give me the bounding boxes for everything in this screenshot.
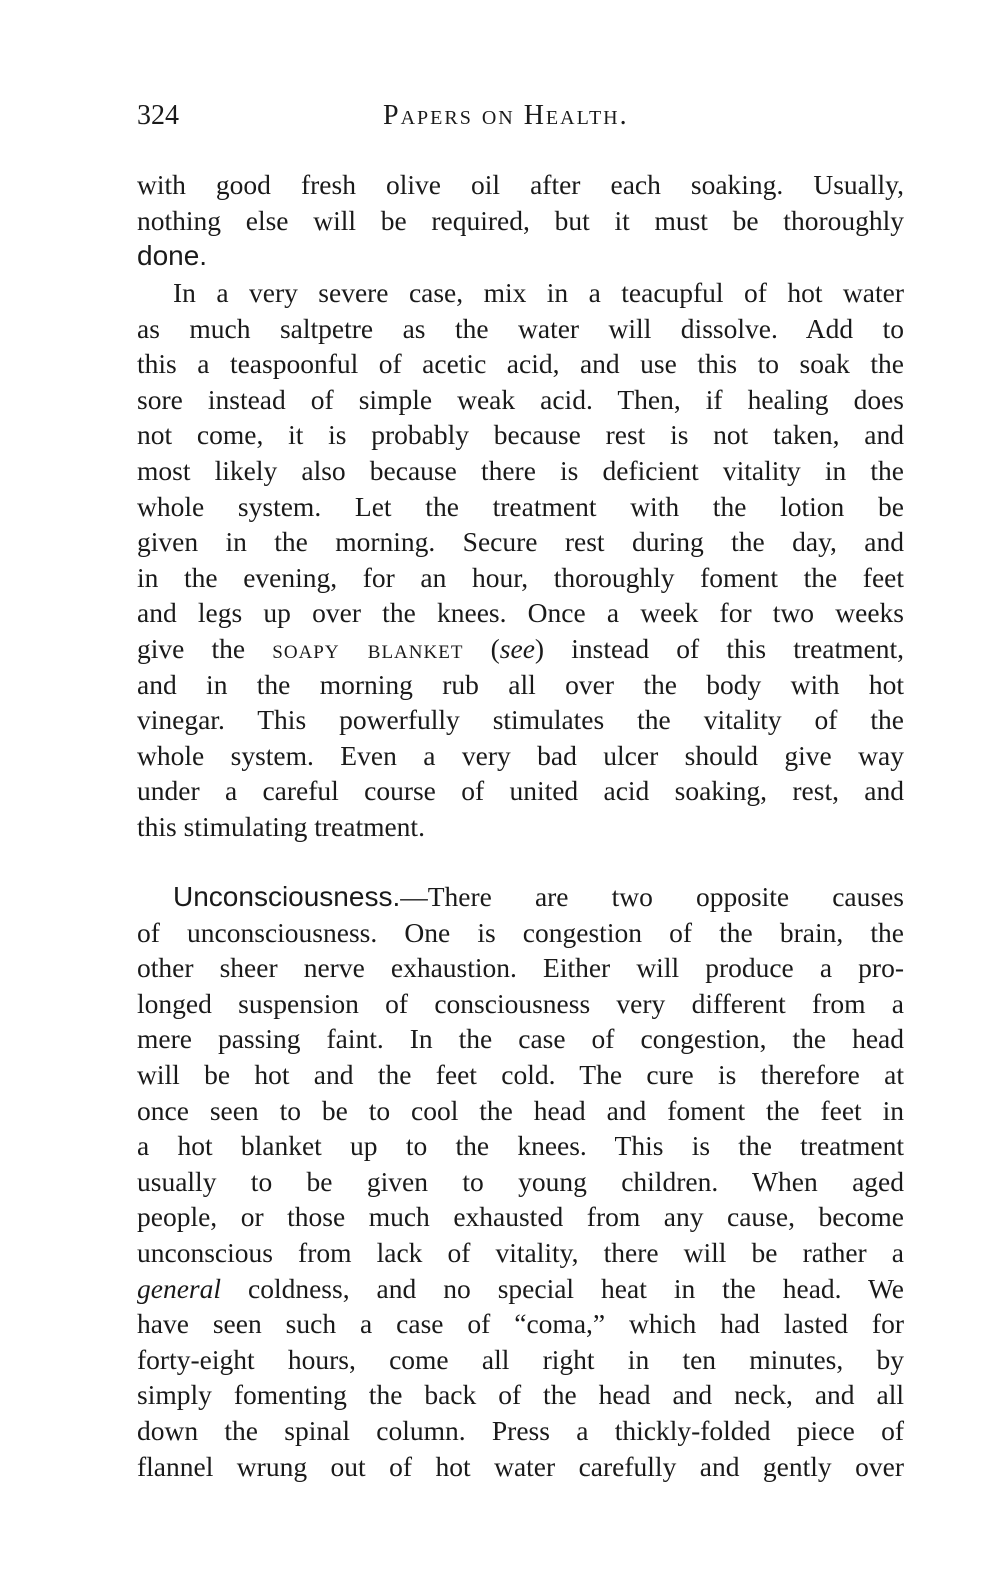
page-header xyxy=(137,100,904,140)
text-line xyxy=(137,1128,904,1164)
text-line xyxy=(137,950,904,986)
text-line xyxy=(137,1093,904,1129)
text-segment: and in the morning rub all over the body with hot xyxy=(137,668,904,700)
small-caps-text: soapy blanket xyxy=(272,632,464,664)
text-segment: with good fresh olive oil after each soaking. Usually, xyxy=(137,169,904,200)
text-line xyxy=(137,489,904,525)
text-line xyxy=(137,738,904,774)
text-line xyxy=(137,1021,904,1057)
text-segment: under a careful course of united acid soaking, rest, and xyxy=(137,775,904,807)
text-segment: —There are two opposite causes xyxy=(400,881,904,912)
text-line xyxy=(137,915,904,951)
running-title: Papers on Health. xyxy=(383,100,629,131)
text-line xyxy=(137,702,904,738)
text-segment: ( xyxy=(463,632,500,664)
text-segment: not come, it is probably because rest is not taken, and xyxy=(137,419,904,451)
text-line xyxy=(137,417,904,453)
text-segment: nothing else will be required, but it must be thoroughly xyxy=(137,204,904,236)
text-line xyxy=(137,167,904,203)
text-segment: mere passing faint. In the case of congestion, the head xyxy=(137,1023,904,1055)
text-segment: forty-eight hours, come all right in ten minutes, by xyxy=(137,1343,904,1375)
text-segment: once seen to be to cool the head and foment the feet in xyxy=(137,1094,904,1126)
text-line xyxy=(137,382,904,418)
text-segment: have seen such a case of “coma,” which had lasted for xyxy=(137,1308,904,1340)
text-segment: whole system. Let the treatment with the lotion be xyxy=(137,490,904,522)
text-segment: a hot blanket up to the knees. This is the treatment xyxy=(137,1130,904,1162)
entry-unconsciousness xyxy=(137,879,904,1484)
text-segment: other sheer nerve exhaustion. Either will produce a pro- xyxy=(137,952,904,984)
text-segment: longed suspension of consciousness very different from a xyxy=(137,987,904,1019)
text-segment: sore instead of simple weak acid. Then, if healing does xyxy=(137,383,904,415)
text-line xyxy=(137,667,904,703)
italic-text: general xyxy=(137,1272,222,1304)
text-line xyxy=(137,311,904,347)
text-line xyxy=(137,203,904,239)
text-line xyxy=(137,1377,904,1413)
italic-text: see xyxy=(499,632,535,664)
text-line xyxy=(137,1057,904,1093)
text-segment: vinegar. This powerfully stimulates the vitality of the xyxy=(137,704,904,736)
entry-heading: Unconsciousness. xyxy=(173,881,401,912)
text-segment: people, or those much exhausted from any cause, become xyxy=(137,1201,904,1233)
text-line xyxy=(137,986,904,1022)
text-line xyxy=(137,275,904,311)
text-segment: whole system. Even a very bad ulcer should give way xyxy=(137,739,904,771)
text-segment: coldness, and no special heat in the head. We xyxy=(221,1272,904,1304)
text-line xyxy=(137,631,904,667)
text-segment: usually to be given to young children. When aged xyxy=(137,1165,904,1197)
paragraph-severe-case xyxy=(137,275,904,845)
text-line xyxy=(137,809,904,845)
text-segment: unconscious from lack of vitality, there will be rather a xyxy=(137,1236,904,1268)
text-segment: of unconsciousness. One is congestion of the brain, the xyxy=(137,916,904,948)
text-line xyxy=(137,346,904,382)
text-line xyxy=(137,1199,904,1235)
text-segment: most likely also because there is deficient vitality in the xyxy=(137,454,904,486)
text-segment: this a teaspoonful of acetic acid, and use this to soak the xyxy=(137,348,904,380)
text-segment: give the xyxy=(137,632,273,664)
text-line xyxy=(137,1413,904,1449)
text-segment: simply fomenting the back of the head and neck, and all xyxy=(137,1379,904,1411)
text-line xyxy=(137,560,904,596)
text-segment: as much saltpetre as the water will dissolve. Add to xyxy=(137,312,904,344)
entry-heading: done. xyxy=(137,240,208,272)
text-line xyxy=(137,879,904,915)
text-line xyxy=(137,595,904,631)
text-segment: will be hot and the feet cold. The cure is therefore at xyxy=(137,1058,904,1090)
text-line xyxy=(137,1235,904,1271)
text-line xyxy=(137,773,904,809)
text-segment: given in the morning. Secure rest during the day, and xyxy=(137,526,904,558)
page-number: 324 xyxy=(137,100,179,131)
text-segment: this stimulating treatment. xyxy=(137,810,425,842)
text-segment: in the evening, for an hour, thoroughly foment the feet xyxy=(137,561,904,593)
text-line xyxy=(137,1164,904,1200)
text-segment: flannel wrung out of hot water carefully and gently over xyxy=(137,1450,904,1482)
text-line xyxy=(137,453,904,489)
text-line xyxy=(137,238,904,274)
text-line xyxy=(137,1306,904,1342)
text-segment: and legs up over the knees. Once a week for two weeks xyxy=(137,597,904,629)
text-line xyxy=(137,524,904,560)
text-segment: In a very severe case, mix in a teacupful of hot water xyxy=(173,277,904,308)
text-line xyxy=(137,1342,904,1378)
paragraph-continuation xyxy=(137,167,904,274)
text-line xyxy=(137,1271,904,1307)
text-segment: ) instead of this treatment, xyxy=(534,632,905,664)
text-segment: down the spinal column. Press a thickly-folded piece of xyxy=(137,1414,904,1446)
text-line xyxy=(137,1449,904,1485)
